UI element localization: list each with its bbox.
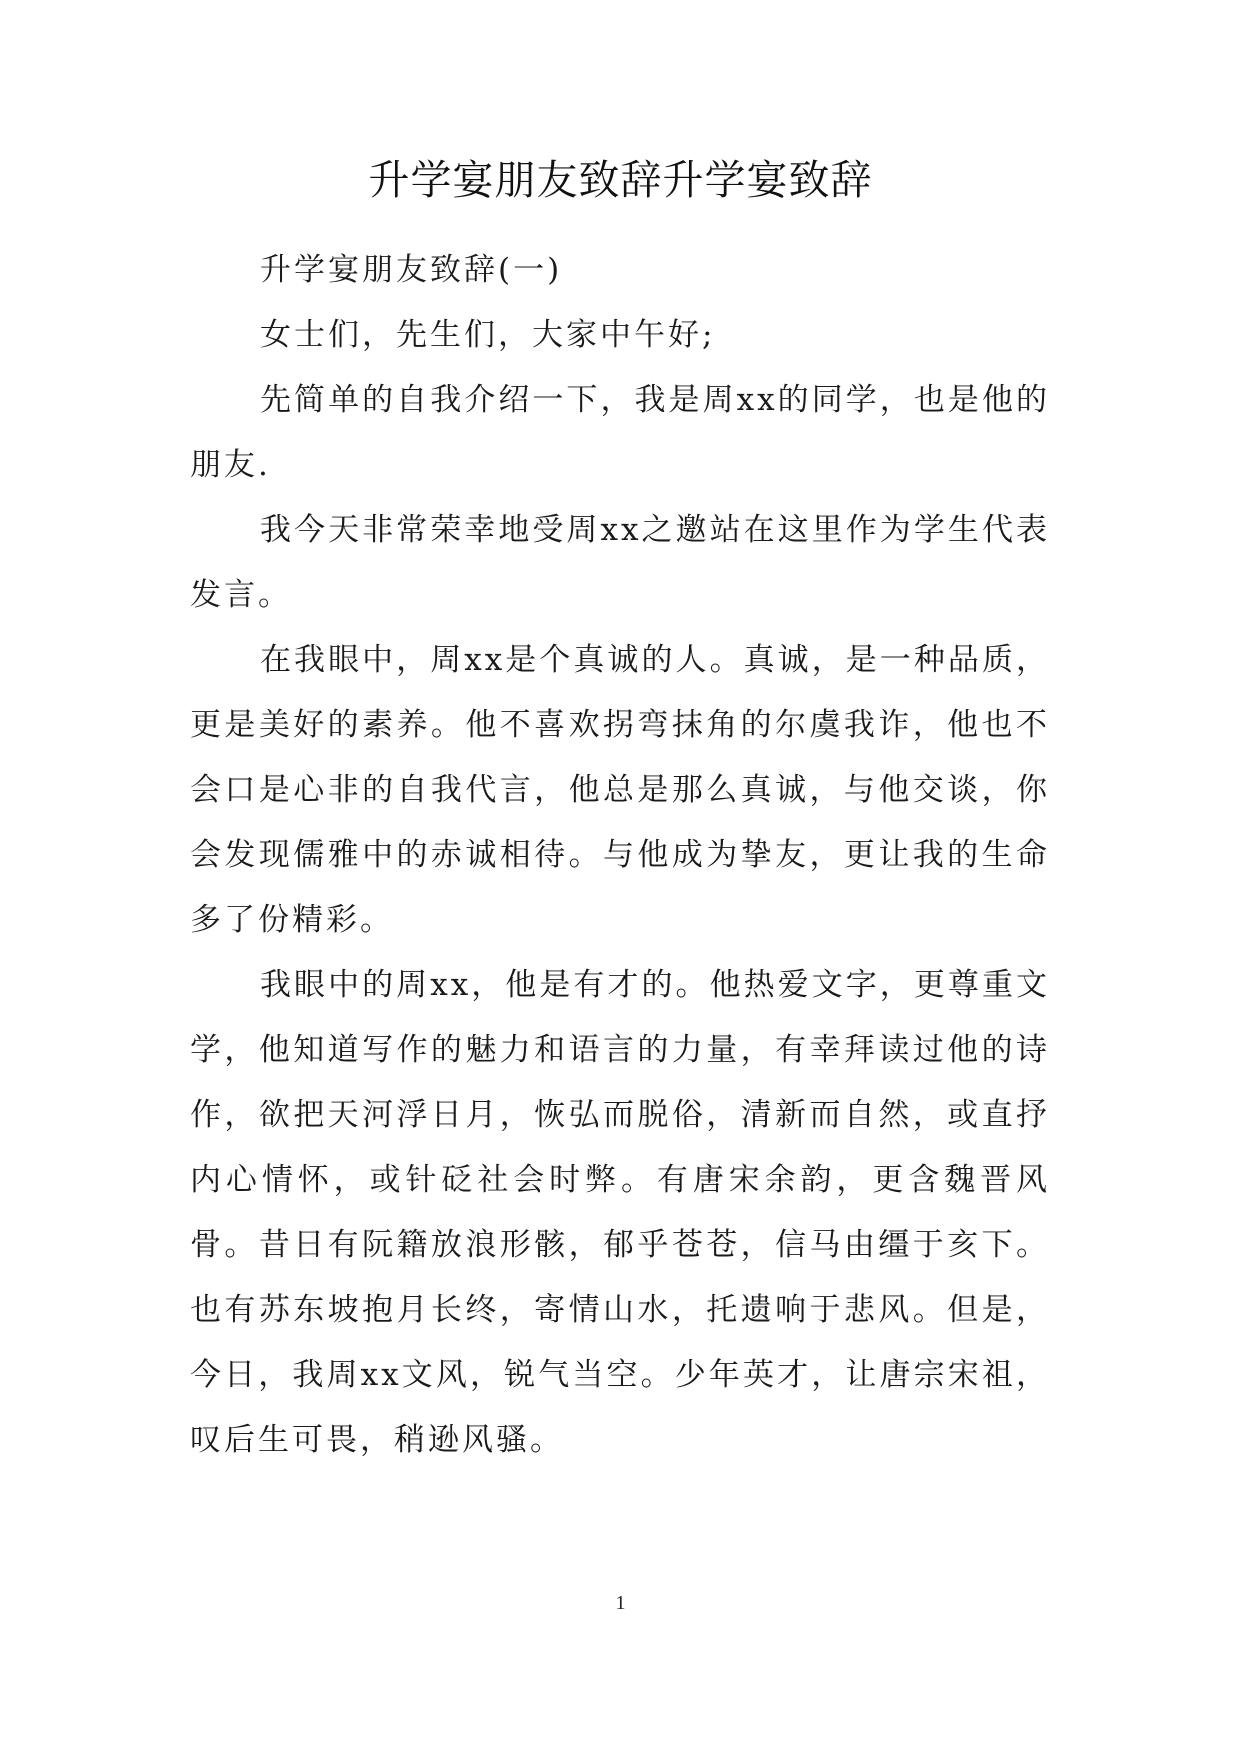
paragraph-honor: 我今天非常荣幸地受周xx之邀站在这里作为学生代表发言。 [190,512,1050,613]
paragraph-talent: 我眼中的周xx，他是有才的。他热爱文字，更尊重文学，他知道写作的魅力和语言的力量，有幸拜读过他的诗作，欲把天河浮日月，恢弘而脱俗，清新而自然，或直抒内心情怀，或针砭社会时弊。有唐宋余韵，更含魏晋风骨。昔日有阮籍放浪形骸，郁乎苍苍，信马由缰于亥下。也有苏东坡抱月长终，寄情山水，托遗响于悲风。但是，今日，我周xx文风，锐气当空。少年英才，让唐宗宋祖，叹后生可畏，稍逊风骚。 [190,967,1050,1458]
paragraph-subtitle: 升学宴朋友致辞(一) [260,252,563,288]
document-title: 升学宴朋友致辞升学宴致辞 [368,156,873,204]
page-number: 1 [615,1592,626,1614]
paragraph-introduction: 先简单的自我介绍一下，我是周xx的同学，也是他的朋友. [190,382,1050,483]
paragraph-greeting: 女士们，先生们，大家中午好; [260,317,716,353]
paragraph-sincerity: 在我眼中，周xx是个真诚的人。真诚，是一种品质，更是美好的素养。他不喜欢拐弯抹角的尔虞我诈，他也不会口是心非的自我代言，他总是那么真诚，与他交谈，你会发现儒雅中的赤诚相待。与他成为挚友，更让我的生命多了份精彩。 [190,642,1050,938]
document-body [190,238,1050,1473]
